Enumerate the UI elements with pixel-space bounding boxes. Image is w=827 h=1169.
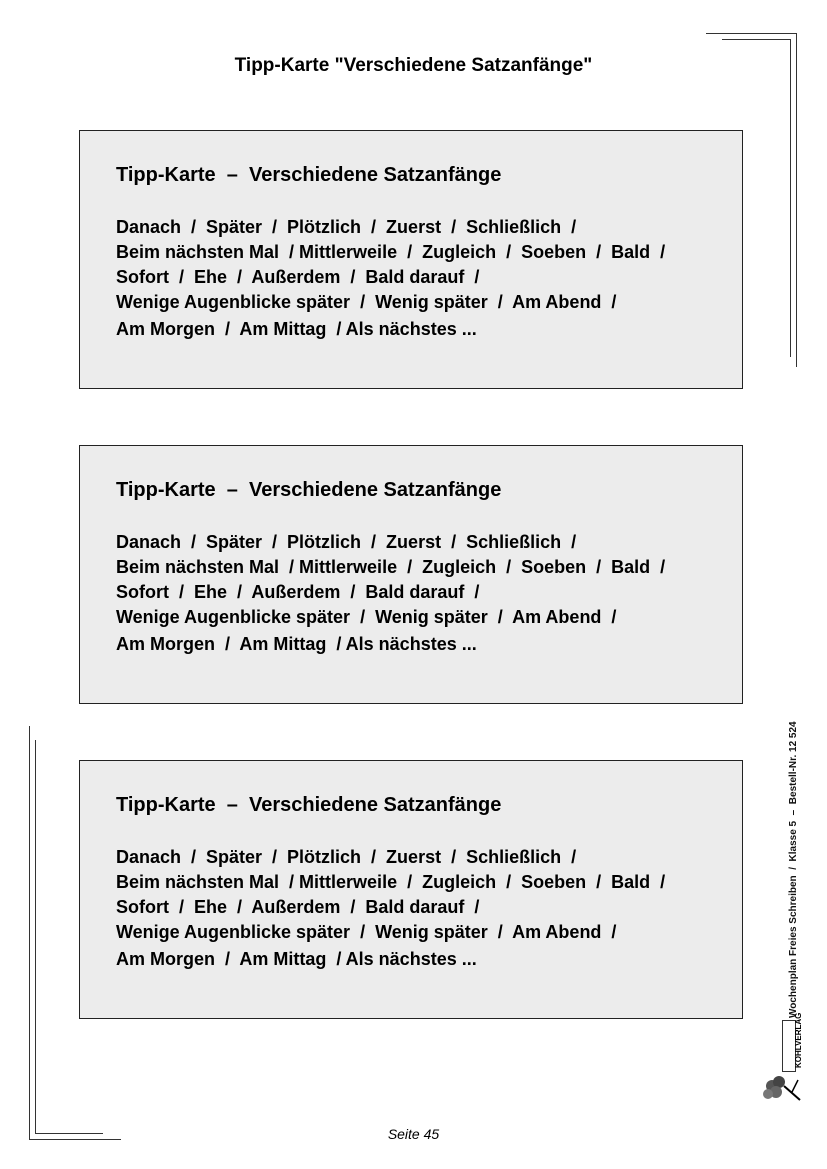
card-line: Beim nächsten Mal / Mittlerweile / Zugleich / Soeben / Bald /	[116, 872, 666, 892]
card-line: Sofort / Ehe / Außerdem / Bald darauf /	[116, 897, 480, 917]
card-line: Am Morgen / Am Mittag / Als nächstes ...	[116, 949, 477, 969]
card-line: Wenige Augenblicke später / Wenig später / Am Abend /	[116, 607, 617, 627]
card-line: Am Morgen / Am Mittag / Als nächstes ...	[116, 634, 477, 654]
card-title: Tipp-Karte – Verschiedene Satzanfänge	[116, 479, 502, 501]
tip-card-1	[79, 130, 743, 389]
card-line: Wenige Augenblicke später / Wenig später / Am Abend /	[116, 292, 617, 312]
publisher-logo-text: KOHLVERLAG	[794, 1012, 803, 1068]
card-line: Wenige Augenblicke später / Wenig später / Am Abend /	[116, 922, 617, 942]
card-line: Danach / Später / Plötzlich / Zuerst / Schließlich /	[116, 847, 577, 867]
tip-card-2	[79, 445, 743, 704]
publication-info: Wochenplan Freies Schreiben / Klasse 5 – Bestell-Nr. 12 524	[788, 721, 799, 1018]
card-line: Sofort / Ehe / Außerdem / Bald darauf /	[116, 582, 480, 602]
tip-card-3	[79, 760, 743, 1019]
card-line: Danach / Später / Plötzlich / Zuerst / Schließlich /	[116, 532, 577, 552]
card-line: Sofort / Ehe / Außerdem / Bald darauf /	[116, 267, 480, 287]
card-line: Am Morgen / Am Mittag / Als nächstes ...	[116, 319, 477, 339]
card-title: Tipp-Karte – Verschiedene Satzanfänge	[116, 794, 502, 816]
card-line: Beim nächsten Mal / Mittlerweile / Zugleich / Soeben / Bald /	[116, 242, 666, 262]
page-number: Seite 45	[387, 1126, 440, 1142]
card-line: Danach / Später / Plötzlich / Zuerst / Schließlich /	[116, 217, 577, 237]
card-line: Beim nächsten Mal / Mittlerweile / Zugleich / Soeben / Bald /	[116, 557, 666, 577]
card-text	[116, 215, 665, 342]
page-title: Tipp-Karte "Verschiedene Satzanfänge"	[234, 55, 593, 76]
card-text	[116, 845, 665, 972]
card-title: Tipp-Karte – Verschiedene Satzanfänge	[116, 164, 502, 186]
card-text	[116, 530, 665, 657]
tree-icon	[762, 1072, 802, 1104]
